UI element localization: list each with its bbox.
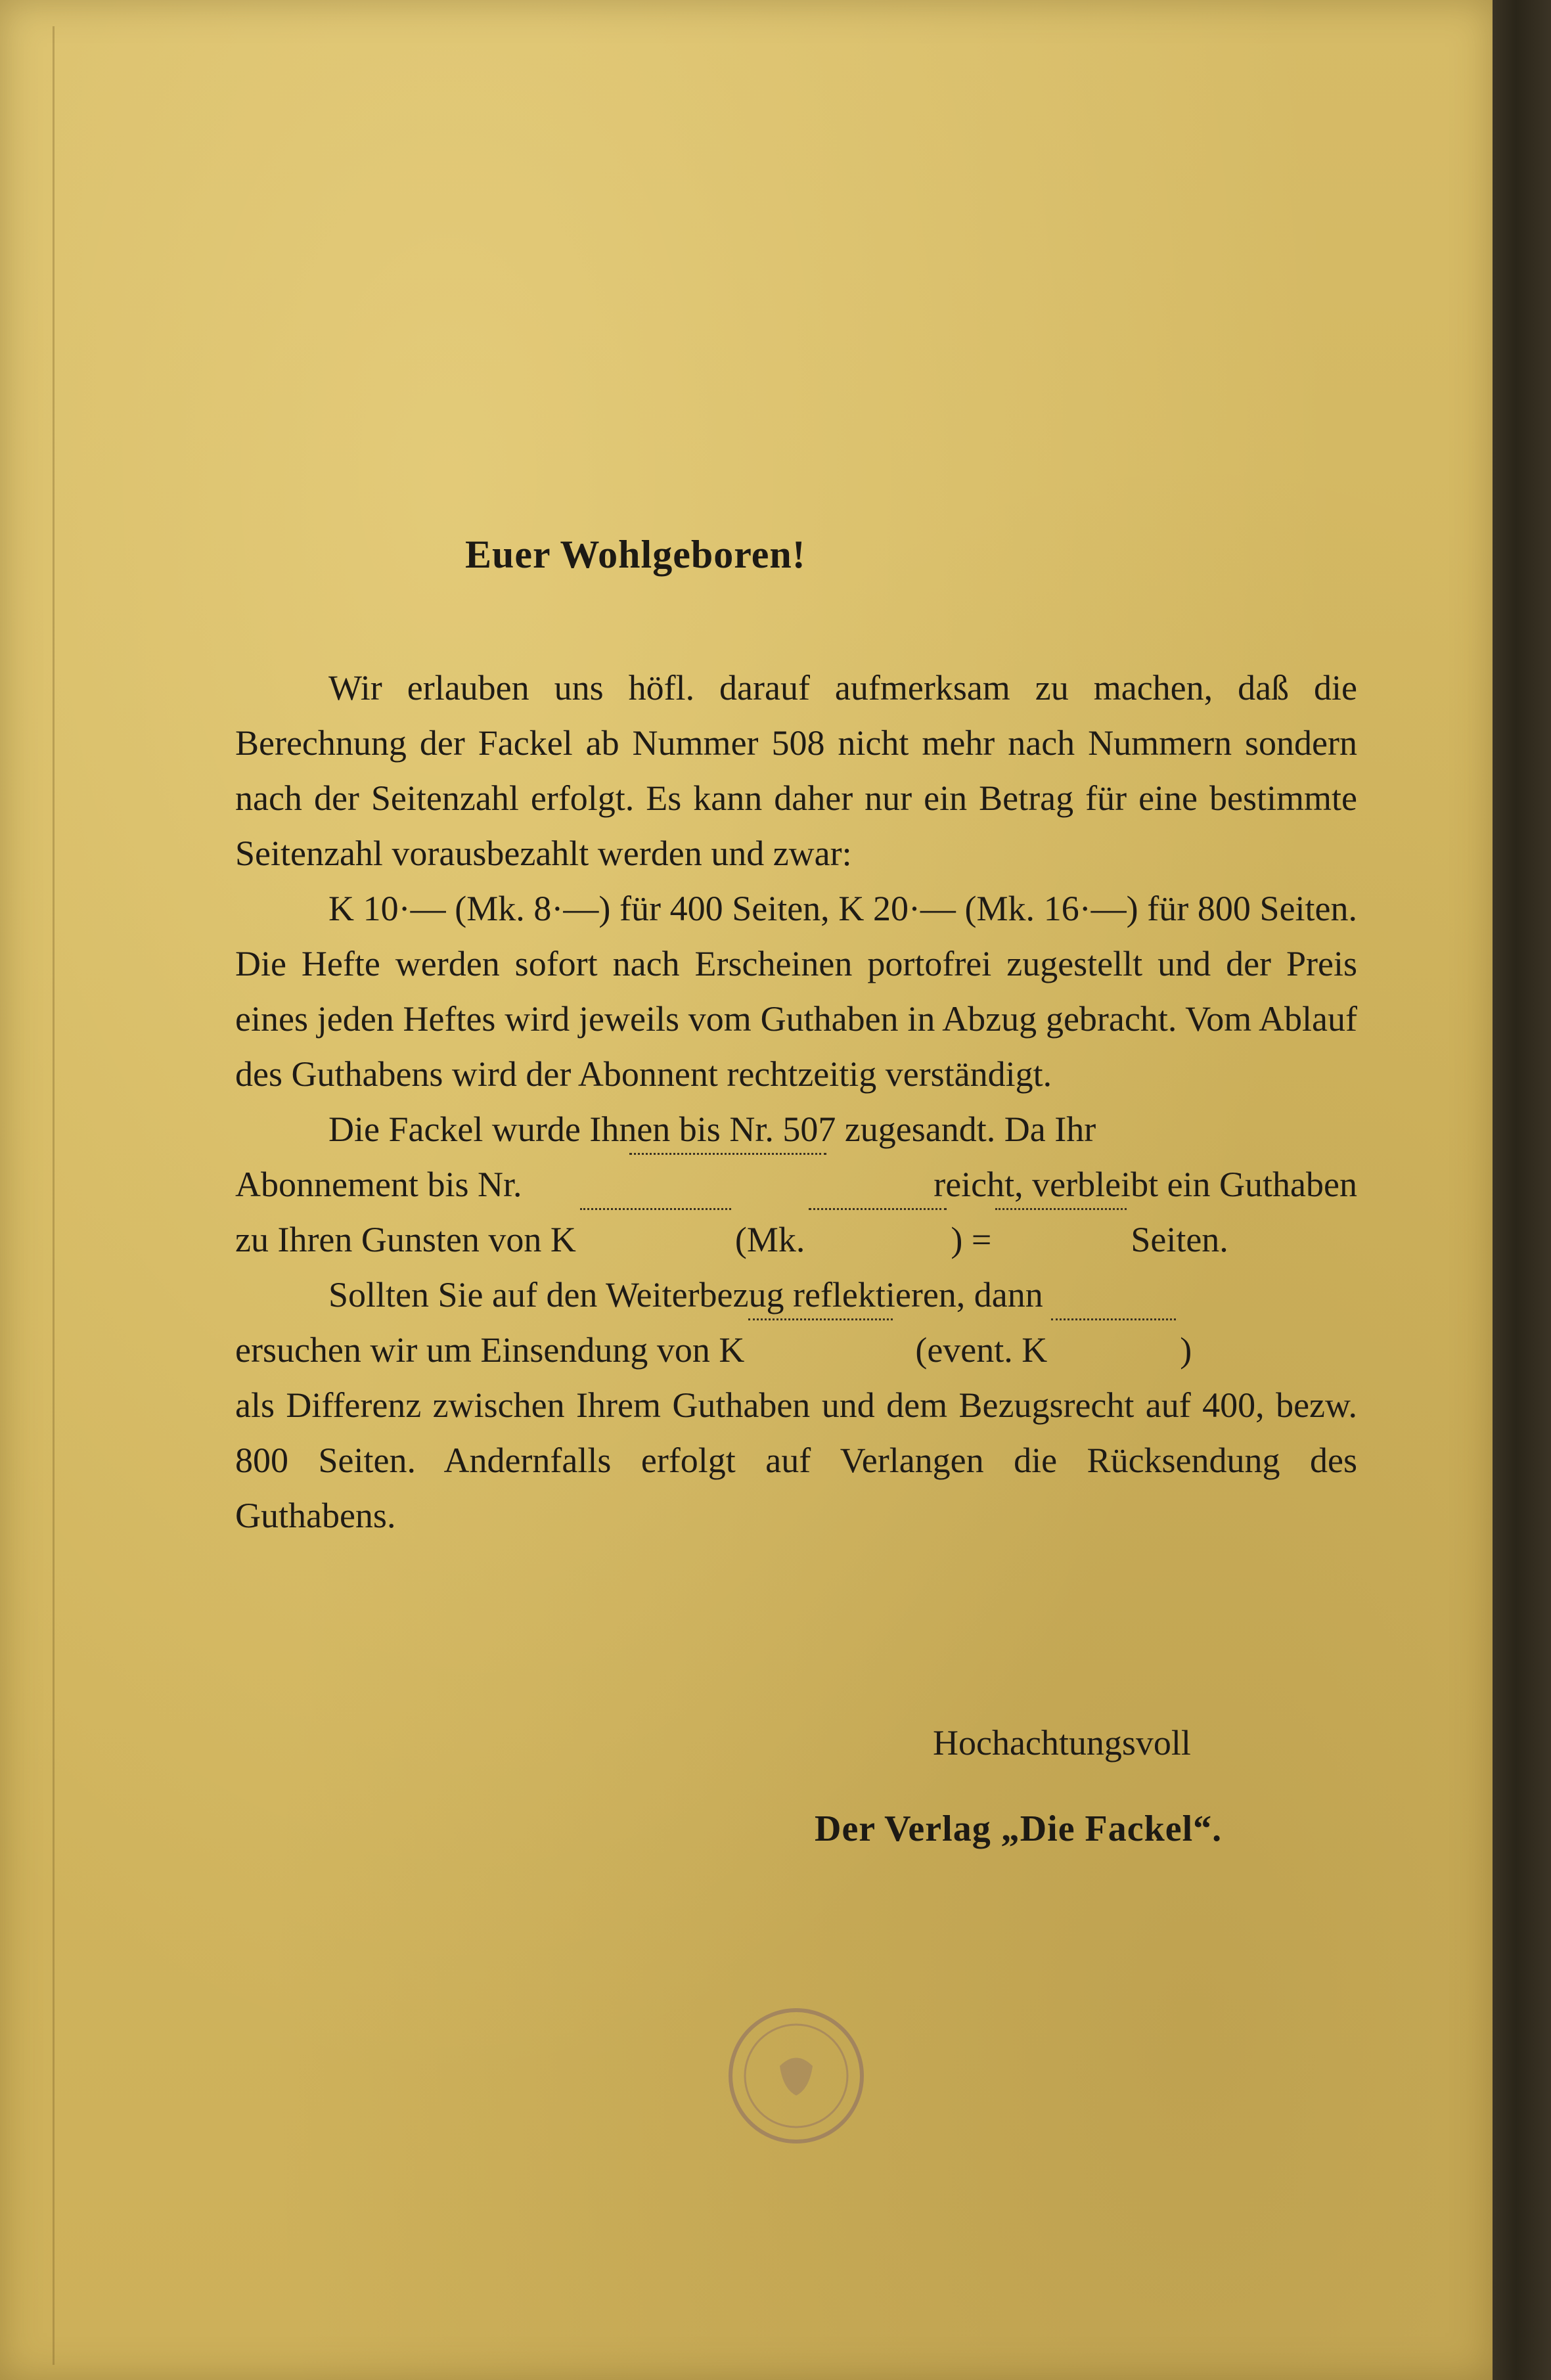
- renewal-line-1: Sollten Sie auf den Weiterbezug reflektieren, dann: [328, 1275, 1043, 1314]
- publisher-signature: Der Verlag „Die Fackel“.: [815, 1808, 1223, 1849]
- closing-parenthesis: ): [1180, 1330, 1192, 1370]
- balance-line-1: Die Fackel wurde Ihnen bis Nr. 507 zugesandt. Da Ihr: [328, 1110, 1096, 1149]
- page-fold-line: [53, 26, 55, 2365]
- library-stamp-icon: [717, 1997, 875, 2155]
- credit-equals: ) =: [951, 1220, 992, 1259]
- binding-edge: [1493, 0, 1551, 2380]
- alternative-remittance-label: (event. K: [915, 1330, 1048, 1370]
- paragraph-prices: K 10·— (Mk. 8·—) für 400 Seiten, K 20·— (Mk. 16·—) für 800 Seiten. Die Hefte werden sofort nach Erscheinen portofrei zugestellt und der Preis eines jeden Heftes wird jeweils vom Guthaben in Abzug gebracht. Vom Ablauf des Guthabens wird der Abonnent rechtzeitig verständigt.: [235, 889, 1357, 1094]
- remittance-blank: [748, 1318, 893, 1320]
- credit-kronen-blank: [580, 1208, 731, 1210]
- alternative-remittance-blank: [1051, 1318, 1176, 1320]
- credit-pages-label: Seiten.: [1131, 1220, 1228, 1259]
- salutation: Euer Wohlgeboren!: [465, 533, 806, 576]
- paragraph-billing-change: Wir erlauben uns höfl. darauf aufmerksam zu machen, daß die Berechnung der Fackel ab Nummer 508 nicht mehr nach Nummern sondern nach der Seitenzahl erfolgt. Es kann daher nur ein Betrag für eine bestimmte Seitenzahl vorausbezahlt werden und zwar:: [235, 668, 1357, 873]
- credit-mark-label: (Mk.: [734, 1220, 805, 1259]
- subscription-number-blank: [629, 1153, 826, 1155]
- balance-remaining-label: reicht, verbleibt ein Guthaben: [933, 1165, 1357, 1204]
- credit-mark-blank: [809, 1208, 947, 1210]
- subscription-label: Abonnement bis Nr.: [235, 1165, 522, 1204]
- letter-body: [235, 660, 1357, 1543]
- remittance-label: ersuchen wir um Einsendung von K: [235, 1330, 745, 1370]
- credit-pages-blank: [995, 1208, 1127, 1210]
- credit-label: zu Ihren Gunsten von K: [235, 1220, 576, 1259]
- paragraph-renewal: [235, 1267, 1357, 1543]
- renewal-rest: als Differenz zwischen Ihrem Guthaben und dem Bezugsrecht auf 400, bezw. 800 Seiten. Andernfalls erfolgt auf Verlangen die Rücksendung des Guthabens.: [235, 1385, 1357, 1535]
- paragraph-balance: [235, 1102, 1357, 1267]
- closing-phrase: Hochachtungsvoll: [933, 1723, 1191, 1763]
